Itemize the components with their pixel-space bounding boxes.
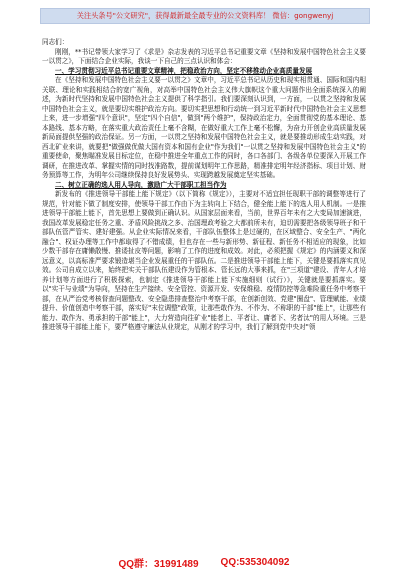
section-2-heading bbox=[42, 181, 366, 191]
section-1-heading bbox=[42, 67, 366, 77]
footer-contact bbox=[0, 553, 408, 571]
section-1-heading-text: 一、学习贯彻习近平总书记重要文章精神，把稳政治方向，坚定不移推动企业高质量发展 bbox=[55, 66, 313, 75]
salutation: 同志们： bbox=[42, 38, 69, 46]
section-2-heading-text: 二、树立正确的选人用人导向，激励广大干部职工担当作为 bbox=[55, 180, 227, 189]
header-banner bbox=[40, 8, 370, 24]
banner-text: 关注头条号"公文研究"，获得最新最全最专业的公文资料库！ 微信：gongwenyj bbox=[76, 11, 334, 20]
footer-qq: QQ:535304092 bbox=[220, 556, 290, 568]
footer-qq-group: QQ群：31991489 bbox=[118, 558, 199, 570]
document-body bbox=[42, 38, 366, 550]
section-2-paragraph: 新发布的《推进领导干部能上能下规定》（以下简称《规定》），主要对不适宜担任现职干部的调整等进行了规范，针对能下做了制度安排，使领导干部工作由下为主转向上下结合，健全能上能下的选人用人机制。一是推进领导干部能上能下，首先思想上要做到正确认识。从国家层面来看，当前，世界百年未有之大变局加速演进，我国改革发展稳定任务之重、矛盾风险挑战之多、治国理政考验之大都前所未有，迫切需要把各级领导班子和干部队伍管严管实、建好建强。从企业实际情况来看，干部队伍整体上是过硬的，在区域整合、安全生产、"两化融合"、权证办理等工作中都取得了不错成绩，但也存在一些与新形势、新征程、新任务不相适应的现象，比如少数干部存在庸懒散慢、推诿扯皮等问题，影响了工作的进度和成效。对此，必须把握《规定》的内涵要义和深远意义，以高标准严要求锻造堪当企业发展重任的干部队伍。二是推进领导干部能上能下，关键是要抓落实真见效。公司自成立以来，始终把实关干部队伍建设作为管根本、管长远的大事来抓，在"三项道"建设、青年人才培养计划等方面进行了积极探索，也制定《推进领导干部能上能下实施细则（试行）》，关键就是要抓落实。要以"实干与业绩"为导向，坚持在生产接续、安全管控、资源开发、安保维稳、疫情防控等急难险重任务中考察干部，在从严治党考核督查问题整改、安全隐患排查整治中考察干部，在创新创效、党建"圈盘"、管理赋能、业绩提升、价值创造中考察干部，落实好"末位调整"政策，让那些敢作为、不作为、不称职的干部"能上"，让那些有能力、敢作为、勇承担的干部"能上"，大力营造向往矿业"能者上、平者让、庸者下、劣者汰"的用人环境。三是推进领导干部能上能下，要严格遵守廉法从业规定，从刚才的学习中，我们了解到党中央对"领 bbox=[42, 190, 366, 331]
intro-paragraph: 刚刚，**书记带领大家学习了《求是》杂志发表的习近平总书记重要文章《坚持和发展中国特色社会主义要一以贯之》，下面结合企业实际，我谈一下自己的三点认识和体会： bbox=[42, 47, 366, 65]
section-1-paragraph: 在《坚持和发展中国特色社会主义要一以贯之》文章中，习近平总书记从历史和现实相贯通、国际和国内相关联、理论和实践相结合的宽广视角，对高举中国特色社会主义伟大旗帜这个重大问题作出全面系统深入的阐述，为新时代坚持和发展中国特色社会主义提供了科学指引。我们要深刻认识到，一方面，一以贯之坚持和发展中国特色社会主义，就是要切实维护政治方向。要切实把思想和行动统一到习近平新时代中国特色社会主义思想上来，进一步增强"四个意识"，坚定"四个自信"，做到"两个维护"，保持政治定力，全面贯彻党的基本理论、基本路线、基本方略，在落实重大政治责任上毫不含糊，在做好重大工作上毫不松懈，为奋力开创企业高质量发展新局面提供坚强的政治保证。另一方面，一以贯之坚持和发展中国特色社会主义，就是要推动形成生动实践，对西北矿业来讲，就要把"做强做优做大国有资本和国有企业"作为我们"一以贯之坚持和发展中国特色社会主义"的重要使命，聚焦瞄准发展目标定位，在稳中推进全年重点工作的同时，各口各部门、各级各单位要深入开展工作调研，在推进改革、掌握实情的同时找准路数，提前谋划明年工作思路，精准排定明年经济指标、项目计划、财务预算等工作，为明年公司继续保持良好发展势头、实现跨越发展奠定坚实基础。 bbox=[42, 76, 366, 179]
